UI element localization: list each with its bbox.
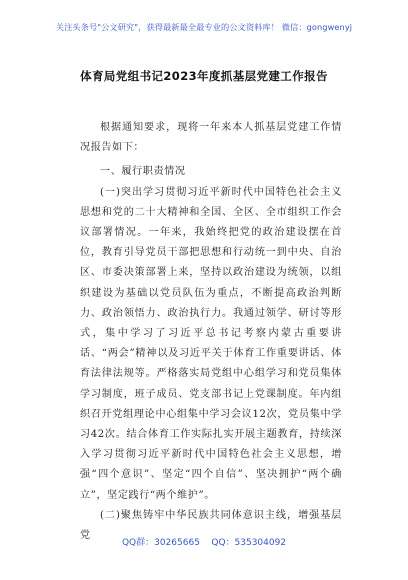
footer-contact: QQ群：30265665 QQ：535304092 bbox=[121, 538, 287, 548]
document-body bbox=[80, 118, 342, 546]
section-heading: 一、履行职责情况 bbox=[100, 166, 186, 178]
header-banner: 关注头条号"公文研究"，获得最新最全最专业的公文资料库！ 微信：gongwenyj bbox=[55, 22, 353, 32]
body-paragraph: (一)突出学习贯彻习近平新时代中国特色社会主义思想和党的二十大精神和全国、全区、全市组织工作会议部署情况。一年来，我始终把党的政治建设摆在首位，教育引导党员干部把思想和行动统一到中央、自治区、市委决策部署上来，坚持以政治建设为统领，以组织建设为基础以党员队伍为重点，不断提高政治判断力、政治领悟力、政治执行力。我通过领学、研讨等形式，集中学习了习近平总书记考察内蒙古重要讲话、“两会”精神以及习近平关于体育工作重要讲话、体育法律法规等。严格落实局党组中心组学习和党员集体学习制度，班子成员、党支部书记上党课制度。年内组织召开党组理论中心组集中学习会议12次，党员集中学习42次。结合体育工作实际扎实开展主题教育，持续深入学习贯彻习近平新时代中国特色社会主义思想，增强“四个意识”、坚定“四个自信”、坚决拥护“两个确立”，坚定践行“两个维护”。 bbox=[80, 186, 342, 501]
intro-paragraph: 根据通知要求，现将一年来本人抓基层党建工作情况报告如下： bbox=[80, 122, 342, 154]
document-title: 体育局党组书记2023年度抓基层党建工作报告 bbox=[80, 69, 328, 83]
body-paragraph-continued: (二)聚焦铸牢中华民族共同体意识主线，增强基层党 bbox=[80, 509, 342, 542]
